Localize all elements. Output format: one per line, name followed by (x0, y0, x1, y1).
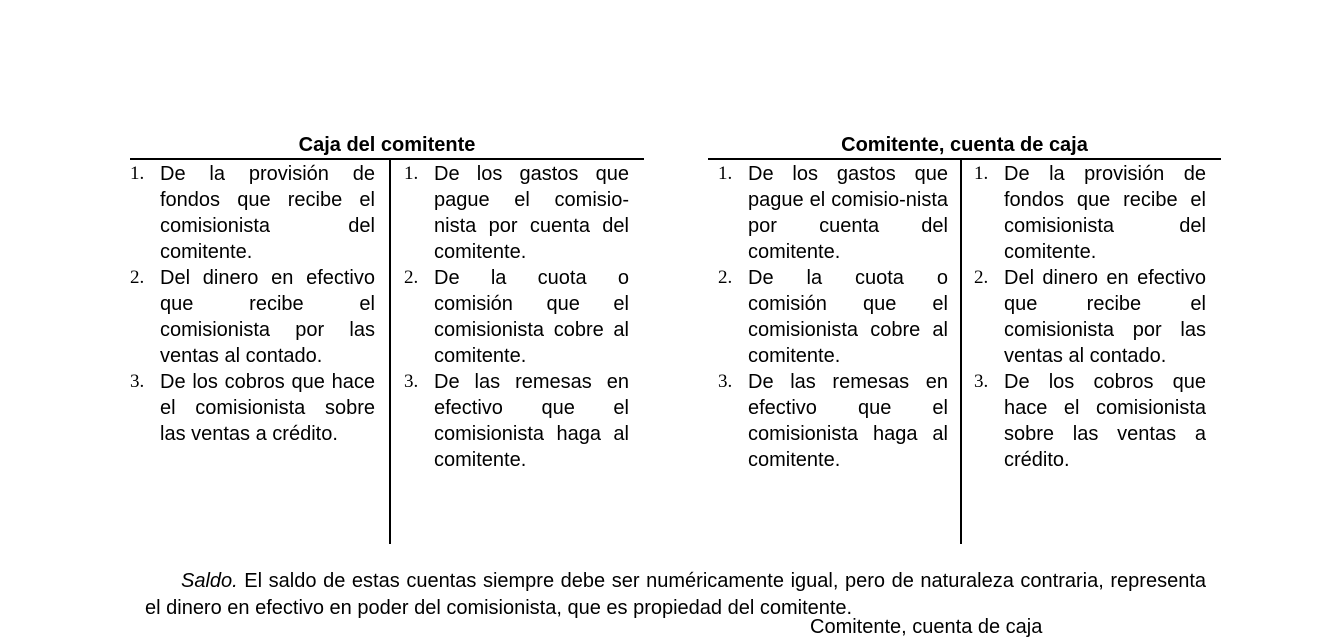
item-text: De la provisión de fondos que recibe el comisionista del comitente. (160, 163, 375, 263)
right-t-account (708, 133, 1221, 545)
right-credit-column (974, 161, 1206, 473)
right-account-top-rule (708, 158, 1221, 160)
list-item (404, 161, 629, 265)
item-text: De los cobros que hace el comisionista sobre las ventas a crédito. (160, 371, 375, 445)
list-item (718, 161, 948, 265)
list-item (718, 265, 948, 369)
list-item (130, 369, 375, 447)
left-account-divider (389, 158, 391, 544)
saldo-label: Saldo. (181, 570, 238, 592)
right-account-title: Comitente, cuenta de caja (841, 134, 1088, 156)
item-number: 3. (130, 371, 145, 392)
left-debit-column (130, 161, 375, 447)
item-number: 2. (130, 267, 145, 288)
left-account-title: Caja del comitente (298, 134, 476, 156)
right-debit-column (718, 161, 948, 473)
item-number: 3. (404, 371, 419, 392)
item-text: De la cuota o comisión que el comisionista cobre al comitente. (748, 267, 948, 367)
item-text: De la provisión de fondos que recibe el comisionista del comitente. (1004, 163, 1206, 263)
list-item (404, 369, 629, 473)
item-text: Del dinero en efectivo que recibe el comisionista por las ventas al contado. (1004, 267, 1206, 367)
item-text: De las remesas en efectivo que el comisionista haga al comitente. (434, 371, 629, 471)
item-text: Del dinero en efectivo que recibe el comisionista por las ventas al contado. (160, 267, 375, 367)
item-number: 1. (404, 163, 419, 184)
list-item (718, 369, 948, 473)
item-text: De las remesas en efectivo que el comisionista haga al comitente. (748, 371, 948, 471)
item-text: De los cobros que hace el comisionista sobre las ventas a crédito. (1004, 371, 1206, 471)
left-t-account (130, 133, 644, 545)
list-item (974, 161, 1206, 265)
right-account-divider (960, 158, 962, 544)
item-number: 1. (130, 163, 145, 184)
list-item (974, 265, 1206, 369)
saldo-text: El saldo de estas cuentas siempre debe ser numéricamente igual, pero de naturaleza contraria, representa el dinero en efectivo en poder del comisionista, que es propiedad del comitente. (145, 570, 1206, 619)
list-item (404, 265, 629, 369)
left-account-top-rule (130, 158, 644, 160)
list-item (130, 161, 375, 265)
item-number: 2. (718, 267, 733, 288)
item-number: 2. (404, 267, 419, 288)
next-account-title-cutoff: Comitente, cuenta de caja (810, 616, 1043, 638)
item-text: De la cuota o comisión que el comisionista cobre al comitente. (434, 267, 629, 367)
item-number: 3. (974, 371, 989, 392)
left-credit-column (404, 161, 629, 473)
list-item (130, 265, 375, 369)
item-number: 2. (974, 267, 989, 288)
item-number: 1. (718, 163, 733, 184)
item-text: De los gastos que pague el comisio-nista por cuenta del comitente. (748, 163, 948, 263)
item-number: 1. (974, 163, 989, 184)
list-item (974, 369, 1206, 473)
item-text: De los gastos que pague el comisio-nista por cuenta del comitente. (434, 163, 629, 263)
item-number: 3. (718, 371, 733, 392)
